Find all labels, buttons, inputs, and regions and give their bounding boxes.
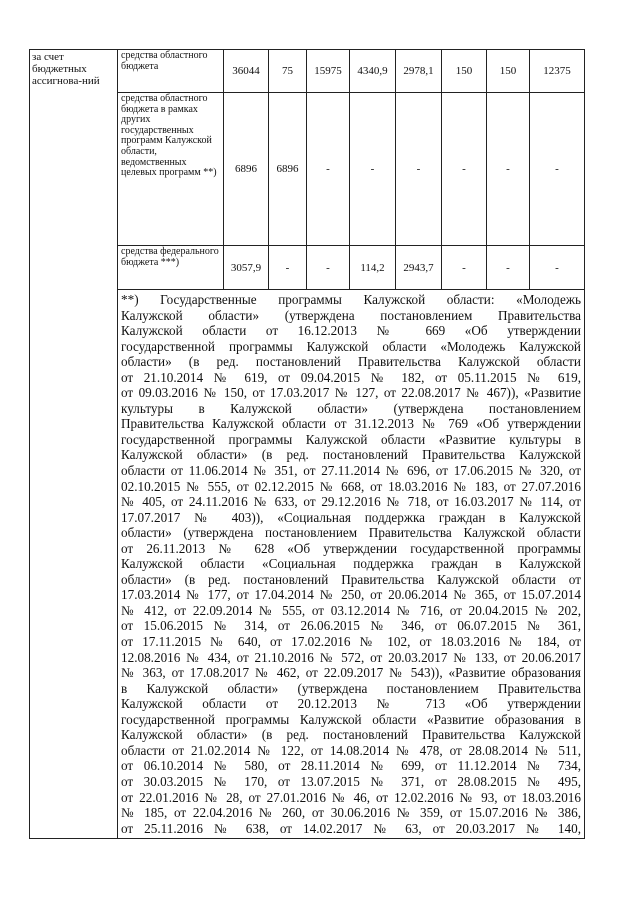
value-cell: - (307, 93, 350, 246)
table-row (30, 50, 585, 93)
footnote-line: 02.10.2015 № 555, от 02.12.2015 № 668, от 18.03.2016 № 183, от 27.07.2016 (121, 478, 581, 494)
footnote-line: от 17.11.2015 № 640, от 17.02.2016 № 102, от 18.03.2016 № 184, от (121, 634, 581, 650)
value-cell: 2978,1 (396, 50, 442, 93)
footnote-line: от 06.10.2014 № 580, от 28.11.2014 № 699, от 11.12.2014 № 734, (121, 758, 581, 774)
value-cell: - (269, 246, 307, 290)
footnote-line: области» (утверждена постановлением Правительства Калужской области (121, 525, 581, 541)
value-cell: 114,2 (350, 246, 396, 290)
value-cell: 75 (269, 50, 307, 93)
value-cell: 6896 (224, 93, 269, 246)
footnote-line: от 25.11.2016 № 638, от 14.02.2017 № 63, от 20.03.2017 № 140, (121, 820, 581, 836)
value-cell: - (307, 246, 350, 290)
footnote-line: 17.03.2014 № 177, от 17.04.2014 № 250, от 20.06.2014 № 365, от 15.07.2014 (121, 587, 581, 603)
footnote-line: государственной программы Калужской области «Молодежь Калужской (121, 338, 581, 354)
row-label: за счет бюджетных ассигнова-ний (30, 50, 118, 839)
value-cell: 150 (487, 50, 530, 93)
source-cell: средства федерального бюджета ***) (118, 246, 224, 290)
footnote-line: № 363, от 17.08.2017 № 462, от 22.09.2017 № 543)), «Развитие образования (121, 665, 581, 681)
value-cell: - (530, 246, 585, 290)
source-cell: средства областного бюджета (118, 50, 224, 93)
footnote-line: Калужской области» (в ред. постановлений Правительства Калужской (121, 447, 581, 463)
value-cell: - (350, 93, 396, 246)
value-cell: 36044 (224, 50, 269, 93)
footnote-line: области» (в ред. постановлений Правительства Калужской области (121, 354, 581, 370)
source-cell: средства областного бюджета в рамках других государственных программ Калужской области, ведомственных целевых программ **) (118, 93, 224, 246)
value-cell: 3057,9 (224, 246, 269, 290)
footnote-line: области от 11.06.2014 № 351, от 27.11.2014 № 696, от 17.06.2015 № 320, от (121, 463, 581, 479)
budget-table (29, 49, 585, 839)
footnote-line: Правительства Калужской области от 31.12.2013 № 769 «Об утверждении (121, 416, 581, 432)
value-cell: 150 (442, 50, 487, 93)
footnote-line: от 30.03.2015 № 170, от 13.07.2015 № 371, от 28.08.2015 № 495, (121, 773, 581, 789)
footnote-line: № 185, от 22.04.2016 № 260, от 30.06.2016 № 359, от 15.07.2016 № 386, (121, 805, 581, 821)
value-cell: 12375 (530, 50, 585, 93)
footnote-line: Калужской области» (в ред. постановлений Правительства Калужской (121, 727, 581, 743)
footnote-line: № 412, от 22.09.2014 № 555, от 03.12.2014 № 716, от 20.04.2015 № 202, (121, 602, 581, 618)
notes-cell (118, 290, 585, 839)
footnote-line: Калужской области от 20.12.2013 № 713 «Об утверждении (121, 696, 581, 712)
footnote-line: от 15.06.2015 № 314, от 26.06.2015 № 346, от 06.07.2015 № 361, (121, 618, 581, 634)
value-cell: - (487, 93, 530, 246)
footnote-line: культуры в Калужской области» (утверждена постановлением (121, 400, 581, 416)
footnote-line: Калужской области» (утверждена постановлением Правительства (121, 307, 581, 323)
value-cell: 4340,9 (350, 50, 396, 93)
value-cell: 6896 (269, 93, 307, 246)
footnote-line: области» (в ред. постановлений Правительства Калужской области от (121, 571, 581, 587)
footnote-line: в Калужской области» (утверждена постановлением Правительства (121, 680, 581, 696)
footnote-line: Калужской области «Социальная поддержка граждан в Калужской (121, 556, 581, 572)
footnote-line: области от 21.02.2014 № 122, от 14.08.2014 № 478, от 28.08.2014 № 511, (121, 742, 581, 758)
footnote-line: 12.08.2016 № 434, от 21.10.2016 № 572, от 20.03.2017 № 133, от 20.06.2017 (121, 649, 581, 665)
footnote-line: № 405, от 24.11.2016 № 633, от 29.12.2016 № 718, от 16.03.2017 № 114, от (121, 494, 581, 510)
value-cell: - (442, 246, 487, 290)
value-cell: - (396, 93, 442, 246)
footnote-line: государственной программы Калужской области «Развитие образования в (121, 711, 581, 727)
footnote-line: от 21.10.2014 № 619, от 09.04.2015 № 182, от 05.11.2015 № 619, (121, 369, 581, 385)
footnote-line: от 09.03.2016 № 150, от 17.03.2017 № 127, от 22.08.2017 № 467)), «Развитие (121, 385, 581, 401)
footnote-line: **) Государственные программы Калужской области: «Молодежь (121, 292, 581, 307)
footnote-line: государственной программы Калужской области «Развитие культуры в (121, 431, 581, 447)
value-cell: 15975 (307, 50, 350, 93)
footnote-line: 17.07.2017 № 403)), «Социальная поддержка граждан в Калужской (121, 509, 581, 525)
footnote-line: от 26.11.2013 № 628 «Об утверждении государственной программы (121, 540, 581, 556)
value-cell: 2943,7 (396, 246, 442, 290)
value-cell: - (442, 93, 487, 246)
programs-footnote (121, 292, 581, 836)
value-cell: - (530, 93, 585, 246)
footnote-line: Калужской области от 16.12.2013 № 669 «Об утверждении (121, 323, 581, 339)
value-cell: - (487, 246, 530, 290)
footnote-line: от 22.01.2016 № 28, от 27.01.2016 № 46, от 12.02.2016 № 93, от 18.03.2016 (121, 789, 581, 805)
